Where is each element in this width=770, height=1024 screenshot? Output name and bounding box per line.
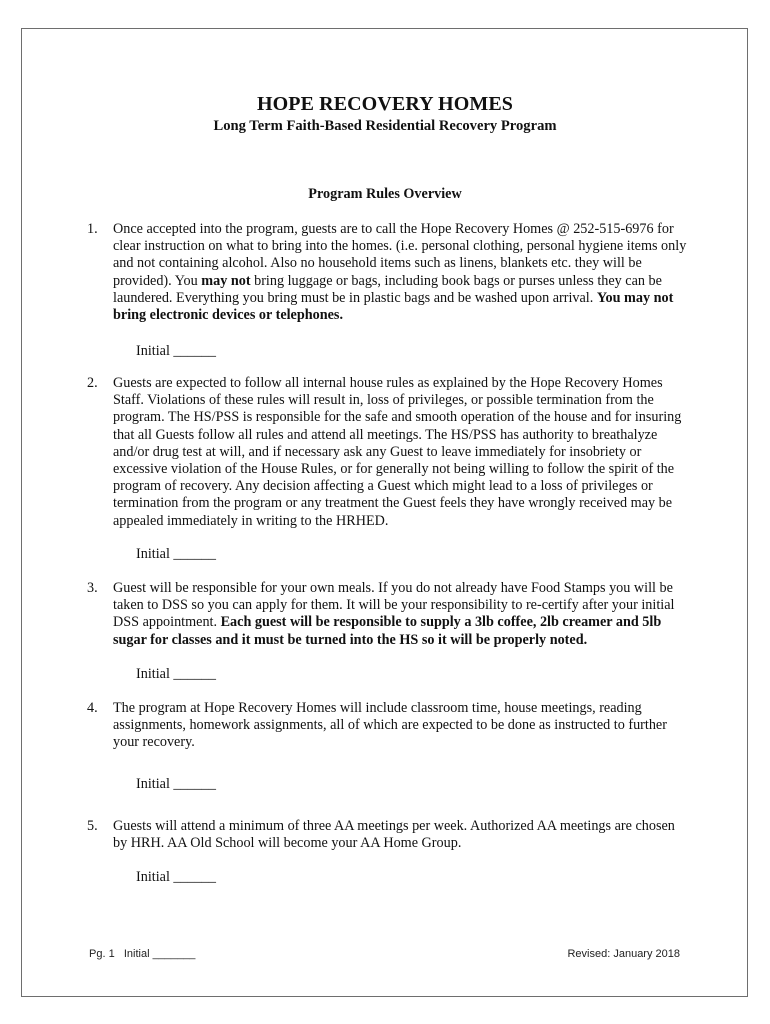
initial-field-3[interactable]: Initial ______ xyxy=(136,666,216,682)
footer-initial-field[interactable]: Initial _______ xyxy=(123,948,196,960)
rule-text: Guests will attend a minimum of three AA meetings per week. Authorized AA meetings are chosen by HRH. AA Old School will become your AA Home Group. xyxy=(113,818,675,852)
rule-number: 4. xyxy=(87,700,98,716)
rule-number: 1. xyxy=(87,221,98,237)
rule-item-2 xyxy=(87,375,687,530)
rule-item-5 xyxy=(87,818,687,852)
rule-item-3 xyxy=(87,580,687,649)
section-heading: Program Rules Overview xyxy=(308,186,462,202)
rule-text: The program at Hope Recovery Homes will include classroom time, house meetings, reading assignments, homework assignments, all of which are expected to be done as instructed to further your recovery. xyxy=(113,700,667,751)
rule-text: Guests are expected to follow all internal house rules as explained by the Hope Recovery Homes Staff. Violations of these rules will result in, loss of privileges, or possible termination from the program. The HS/PSS is responsible for the safe and smooth operation of the house and for insuring that all Guests follow all rules and attend all meetings. The HS/PSS has authority to breathalyze and/or drug test at will, and if necessary ask any Guest to leave immediately for insobriety or excessive violation of the House Rules, or for generally not being willing to follow the spirit of the program of recovery. Any decision affecting a Guest which might lead to a loss of privileges or termination from the program or any treatment the Guest feels they have wrongly received may be appealed immediately in writing to the HRHED. xyxy=(113,375,682,529)
rule-item-4 xyxy=(87,700,687,752)
page-number: Pg. 1 xyxy=(89,948,115,960)
rule-item-1 xyxy=(87,221,687,324)
initial-field-1[interactable]: Initial ______ xyxy=(136,343,216,359)
initial-field-5[interactable]: Initial ______ xyxy=(136,869,216,885)
rule-number: 2. xyxy=(87,375,98,391)
rule-number: 3. xyxy=(87,580,98,596)
initial-field-4[interactable]: Initial ______ xyxy=(136,776,216,792)
rule-number: 5. xyxy=(87,818,98,834)
rule-text: Once accepted into the program, guests are to call the Hope Recovery Homes @ 252-515-6976 for clear instruction on what to bring into the homes. (i.e. personal clothing, personal hygiene items only and not containing alcohol. Also no household items such as linens, blankets etc. they will be provided). You may not bring luggage or bags, including book bags or purses unless they can be laundered. Everything you bring must be in plastic bags and be washed upon arrival. You may not bring electronic devices or telephones. xyxy=(113,221,687,324)
rule-text: Guest will be responsible for your own meals. If you do not already have Food Stamps you will be taken to DSS so you can apply for them. It will be your responsibility to re-certify after your initial DSS appointment. Each guest will be responsible to supply a 3lb coffee, 2lb creamer and 5lb sugar for classes and it must be turned into the HS so it will be properly noted. xyxy=(113,580,675,648)
document-subtitle: Long Term Faith-Based Residential Recovery Program xyxy=(213,118,557,134)
footer-left xyxy=(89,948,195,960)
revision-date: Revised: January 2018 xyxy=(567,948,680,960)
document-title: HOPE RECOVERY HOMES xyxy=(256,93,514,115)
initial-field-2[interactable]: Initial ______ xyxy=(136,546,216,562)
